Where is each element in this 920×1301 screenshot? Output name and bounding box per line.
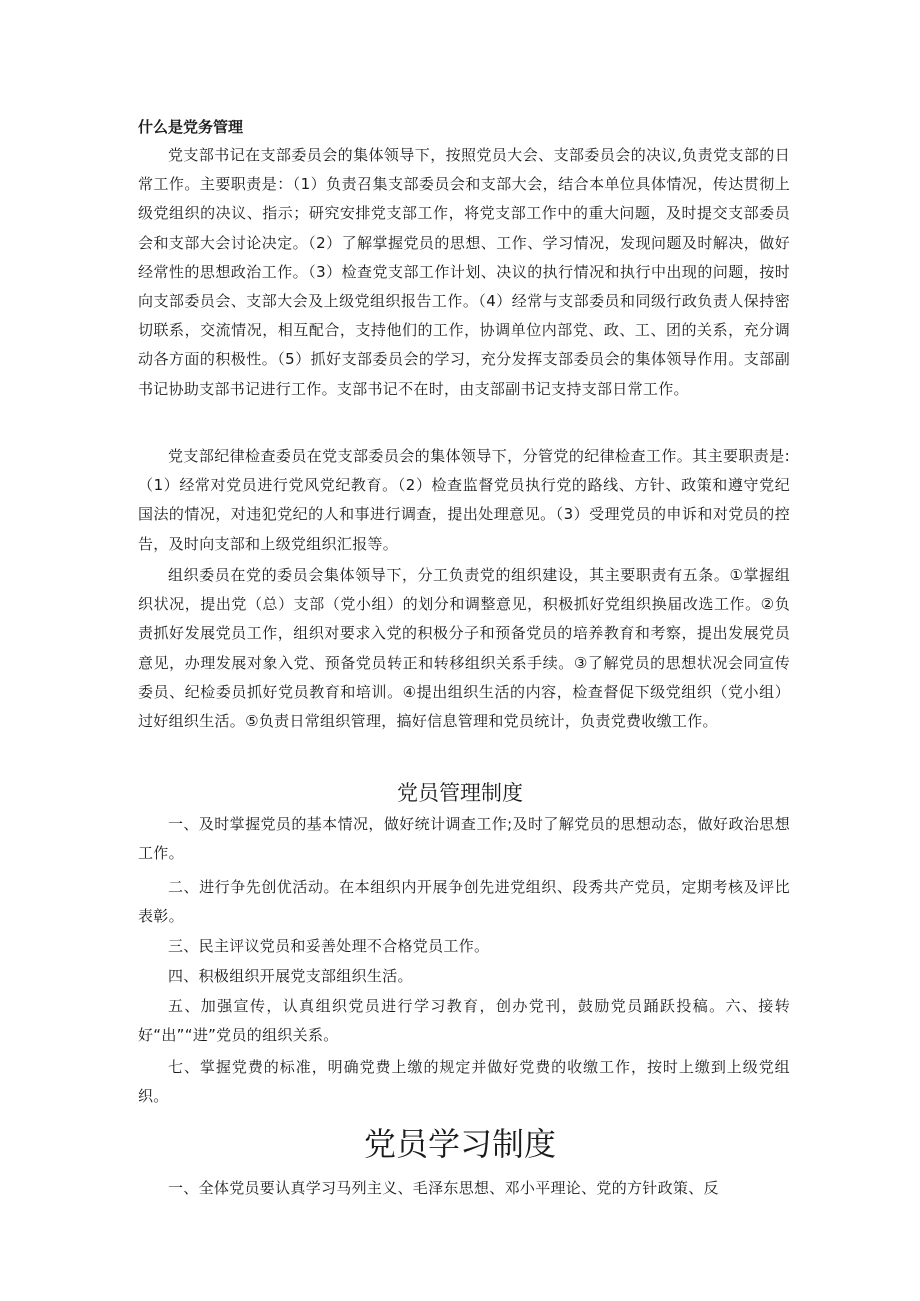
- study-title: 党员学习制度: [363, 1125, 556, 1163]
- paragraph-secretary-duties: 党支部书记在支部委员会的集体领导下，按照党员大会、支部委员会的决议,负责党支部的日常工作。主要职责是：（1）负责召集支部委员会和支部大会，结合本单位具体情况，传达贯彻上级党组织的决议、指示；研究安排党支部工作，将党支部工作中的重大问题，及时提交支部委员会和支部大会讨论决定。（2）了解掌握党员的思想、工作、学习情况，发现问题及时解决，做好经常性的思想政治工作。（3）检查党支部工作计划、决议的执行情况和执行中出现的问题，按时向支部委员会、支部大会及上级党组织报告工作。（4）经常与支部委员和同级行政负责人保持密切联系，交流情况，相互配合，支持他们的工作，协调单位内部党、政、工、团的关系，充分调动各方面的积极性。（5）抓好支部委员会的学习，充分发挥支部委员会的集体领导作用。支部副书记协助支部书记进行工作。支部书记不在时，由支部副书记支持支部日常工作。: [138, 146, 790, 398]
- section-heading: 什么是党务管理: [138, 118, 244, 136]
- management-rule-7: 七、掌握党费的标准，明确党费上缴的规定并做好党费的收缴工作，按时上缴到上级党组织。: [138, 1058, 790, 1106]
- management-title: 党员管理制度: [397, 781, 523, 805]
- management-rule-5-6: 五、加强宣传，认真组织党员进行学习教育，创办党刊，鼓励党员踊跃投稿。六、接转好“出”“进”党员的组织关系。: [138, 997, 790, 1045]
- management-rule-3: 三、民主评议党员和妥善处理不合格党员工作。: [168, 937, 490, 955]
- paragraph-discipline-duties: 党支部纪律检查委员在党支部委员会的集体领导下，分管党的纪律检查工作。其主要职责是:（1）经常对党员进行党风党纪教育。（2）检查监督党员执行党的路线、方针、政策和遵守党纪国法的情况，对违犯党纪的人和事进行调查，提出处理意见。（3）受理党员的申诉和对党员的控告，及时向支部和上级党组织汇报等。: [138, 447, 790, 553]
- management-rule-2: 二、进行争先创优活动。在本组织内开展争创先进党组织、段秀共产党员，定期考核及评比表彰。: [138, 878, 790, 926]
- management-rule-1: 一、及时掌握党员的基本情况，做好统计调查工作;及时了解党员的思想动态，做好政治思想工作。: [138, 815, 790, 863]
- paragraph-organization-duties: 组织委员在党的委员会集体领导下，分工负责党的组织建设，其主要职责有五条。①掌握组织状况，提出党（总）支部（党小组）的划分和调整意见，积极抓好党组织换届改选工作。②负责抓好发展党员工作，组织对要求入党的积极分子和预备党员的培养教育和考察，提出发展党员意见，办理发展对象入党、预备党员转正和转移组织关系手续。③了解党员的思想状况会同宣传委员、纪检委员抓好党员教育和培训。④提出组织生活的内容，检查督促下级党组织（党小组）过好组织生活。⑤负责日常组织管理，搞好信息管理和党员统计，负责党费收缴工作。: [138, 566, 790, 731]
- study-rule-1: 一、全体党员要认真学习马列主义、毛泽东思想、邓小平理论、党的方针政策、反: [168, 1179, 719, 1197]
- management-rule-4: 四、积极组织开展党支部组织生活。: [168, 967, 413, 985]
